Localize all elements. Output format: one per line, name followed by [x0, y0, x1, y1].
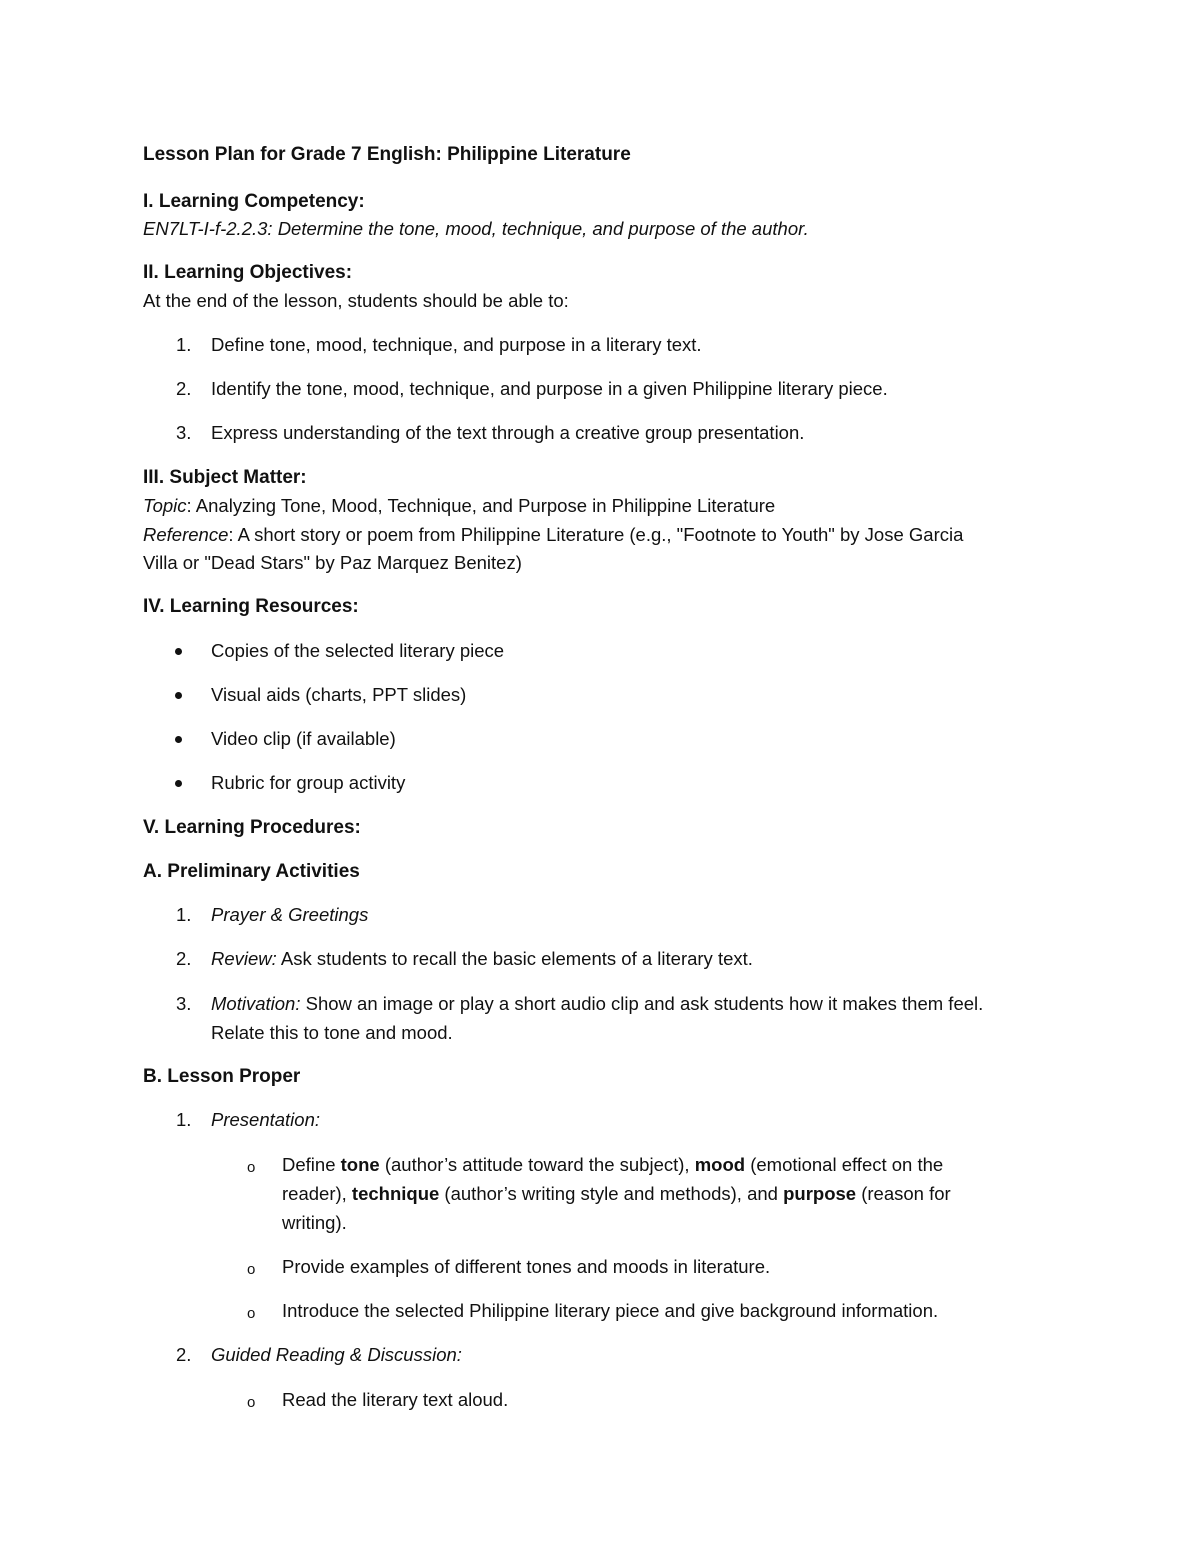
learning-resources-heading: IV. Learning Resources: — [143, 596, 359, 617]
resource-item: Video clip (if available) — [143, 725, 396, 753]
circle-bullet-icon: o — [247, 1159, 256, 1176]
bullet-icon — [175, 692, 182, 699]
resource-item: Rubric for group activity — [143, 769, 405, 797]
objective-item: 2. Identify the tone, mood, technique, and purpose in a given Philippine literary piece. — [176, 378, 888, 399]
topic-line: Topic: Analyzing Tone, Mood, Technique, and Purpose in Philippine Literature — [143, 495, 776, 516]
presentation-subitem: o Provide examples of different tones and moods in literature. — [143, 1252, 770, 1281]
learning-competency-heading: I. Learning Competency: — [143, 191, 365, 212]
bullet-icon — [175, 736, 182, 743]
circle-bullet-icon: o — [247, 1394, 256, 1411]
reference-line: Reference: A short story or poem from Philippine Literature (e.g., "Footnote to Youth" by Jose Garcia — [143, 524, 964, 545]
learning-objectives-heading: II. Learning Objectives: — [143, 262, 353, 283]
document-title: Lesson Plan for Grade 7 English: Philippine Literature — [143, 144, 631, 165]
lesson-proper-item: 1. Presentation: — [176, 1109, 321, 1130]
resource-item: Visual aids (charts, PPT slides) — [143, 681, 466, 709]
reference-line-2: Villa or "Dead Stars" by Paz Marquez Benitez) — [143, 552, 522, 573]
lesson-proper-heading: B. Lesson Proper — [143, 1066, 301, 1087]
subject-matter-heading: III. Subject Matter: — [143, 467, 307, 488]
objectives-intro: At the end of the lesson, students should be able to: — [143, 290, 569, 311]
objective-item: 3. Express understanding of the text through a creative group presentation. — [176, 422, 805, 443]
preliminary-item: 1. Prayer & Greetings — [176, 904, 369, 925]
competency-text: EN7LT-I-f-2.2.3: Determine the tone, mood, technique, and purpose of the author. — [143, 218, 809, 239]
circle-bullet-icon: o — [247, 1261, 256, 1278]
preliminary-activities-heading: A. Preliminary Activities — [143, 861, 360, 882]
presentation-subitem: o Define tone (author’s attitude toward the subject), mood (emotional effect on the reader), technique (author’s writing style and methods), and purpose (reason for writing). — [247, 1154, 951, 1233]
preliminary-item: 3. Motivation: Show an image or play a short audio clip and ask students how it makes them feel. Relate this to tone and mood. — [176, 993, 984, 1043]
objective-item: 1. Define tone, mood, technique, and purpose in a literary text. — [176, 334, 702, 355]
resource-item: Copies of the selected literary piece — [143, 637, 504, 665]
preliminary-item: 2. Review: Ask students to recall the basic elements of a literary text. — [176, 948, 753, 969]
bullet-icon — [175, 648, 182, 655]
circle-bullet-icon: o — [247, 1305, 256, 1322]
reading-subitem: o Read the literary text aloud. — [143, 1385, 508, 1414]
lesson-proper-item: 2. Guided Reading & Discussion: — [176, 1344, 462, 1365]
bullet-icon — [175, 780, 182, 787]
learning-procedures-heading: V. Learning Procedures: — [143, 817, 361, 838]
presentation-subitem: o Introduce the selected Philippine literary piece and give background information. — [143, 1296, 938, 1325]
